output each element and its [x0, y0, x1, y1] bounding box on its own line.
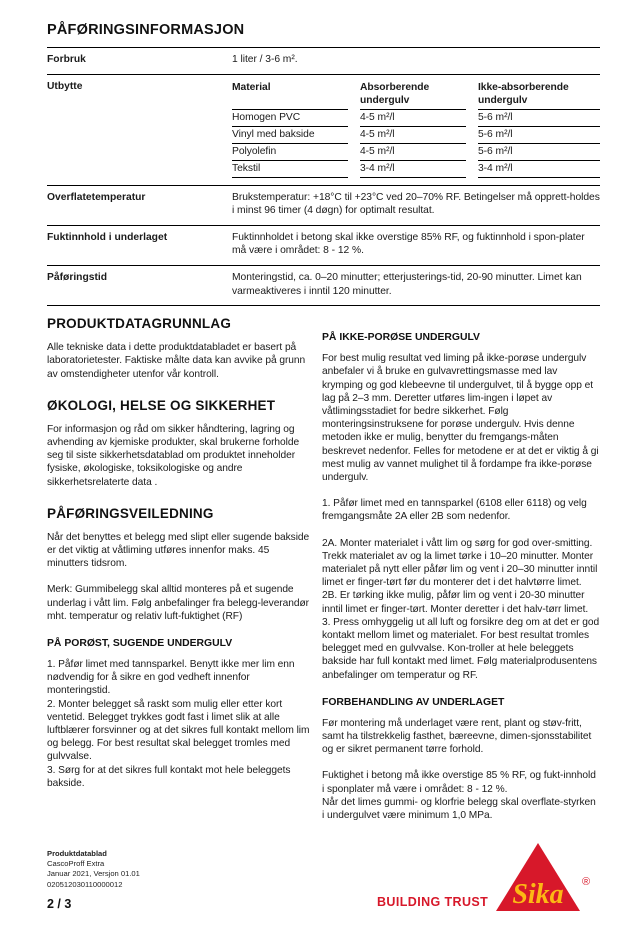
yield-header-material: Material — [232, 80, 348, 110]
yield-table — [232, 80, 600, 178]
yield-cell: 4-5 m²/l — [360, 127, 466, 144]
yield-cell: 3-4 m²/l — [360, 161, 466, 178]
application-info-table — [47, 47, 600, 306]
table-row-utbytte — [47, 74, 600, 185]
row-value: Fuktinnholdet i betong skal ikke overstige 85% RF, og fuktinnhold i spon-plater må være i området: 8 - 12 %. — [232, 231, 585, 257]
table-row-forbruk — [47, 47, 600, 74]
row-label: Overflatetemperatur — [47, 191, 146, 203]
building-trust-tagline: BUILDING TRUST — [377, 895, 489, 909]
list-item: 2B. Er tørking ikke mulig, påfør lim og vent i 20-30 minutter inntil limet er finger-tørt. Monter deretter i det halv-tørr limet. — [322, 590, 589, 615]
subsection-title-forbehandling: FORBEHANDLING AV UNDERLAGET — [322, 696, 505, 708]
row-value: Brukstemperatur: +18°C til +23°C ved 20–70% RF. Betingelser må opprett-holdes i minst 96 timer (4 døgn) for optimalt resultat. — [232, 191, 600, 217]
paragraph: Alle tekniske data i dette produktdatabladet er basert på laboratorietester. Faktiske målte data kan avvike på grunn av omstendigheter utenfor vår kontroll. — [47, 342, 306, 380]
paragraph: Fuktighet i betong må ikke overstige 85 % RF, og fukt-innhold i sponplater må være i området: 8 - 12 %. — [322, 770, 596, 795]
paragraph: Når det benyttes et belegg med slipt eller sugende bakside er det viktig at våtliming utføres innenfor maks. 45 minutters tidsrom. — [47, 531, 310, 570]
row-label: Utbytte — [47, 80, 83, 92]
left-column — [47, 308, 310, 822]
paragraph: Når det limes gummi- og klorfrie belegg skal overflate-styrken i undergulvet være minimum 1,0 MPa. — [322, 796, 596, 822]
yield-header-absorbent: Absorberende undergulv — [360, 80, 466, 110]
yield-cell: 5-6 m²/l — [478, 127, 600, 144]
two-column-body — [47, 308, 600, 822]
yield-cell: 3-4 m²/l — [478, 161, 600, 178]
yield-cell: Tekstil — [232, 161, 348, 178]
list-item: 1. Påfør limet med tannsparkel. Benytt ikke mer lim enn nødvendig for å sikre en god vedheft innenfor monteringstid. — [47, 659, 295, 697]
table-row-fuktinnhold — [47, 225, 600, 265]
list-item: 2A. Monter materialet i vått lim og sørg for god over-smitting. Trekk materialet av og la limet tørke i 10–20 minutter. Monter materialet på nytt eller påfør lim og vent i 20–30 minutter inntil limet er finger-tørt før du monterer det i det halvtørre limet. — [322, 537, 598, 589]
footer-version: Januar 2021, Versjon 01.01 — [47, 869, 140, 879]
section-title-okologi: ØKOLOGI, HELSE OG SIKKERHET — [47, 397, 276, 413]
yield-header-non-absorbent: Ikke-absorberende undergulv — [478, 80, 600, 110]
footer-doc-number: 020512030110000012 — [47, 879, 123, 889]
yield-cell: 4-5 m²/l — [360, 110, 466, 127]
paragraph: Merk: Gummibelegg skal alltid monteres på et sugende underlag i vått lim. Følg anbefalinger fra belegg-leverandør mht. temperatur og relativ luft-fuktighet (RF) — [47, 584, 310, 622]
right-column — [322, 308, 600, 822]
yield-cell: 5-6 m²/l — [478, 110, 600, 127]
subsection-title-ikke-porose: PÅ IKKE-PORØSE UNDERGULV — [322, 332, 480, 344]
paragraph: For best mulig resultat ved liming på ikke-porøse undergulv anbefaler vi å bruke en gulvavrettingsmasse med lav krymping og god klebeevne til undergulvet, til å bygge opp et lag på 2–3 mm. Deretter utføres lim-ingen i løpet av våtlimingsstadiet for bedre sikkerhet. Følg monteringsinstruksene for porøse undergulv. Hvis denne metoden ikke er mulig, benytter du fremgangs-måten beskrevet nedenfor. Felles for metodene er at det er viktig å gi mest mulig av vannet mulighet til å fordampe fra ikke-porøse undergulv. — [322, 353, 599, 483]
paragraph: 1. Påfør limet med en tannsparkel (6108 eller 6118) og velg fremgangsmåte 2A eller 2B som nedenfor. — [322, 498, 587, 523]
footer-product-name: CascoProff Extra — [47, 859, 105, 869]
yield-cell: Vinyl med bakside — [232, 127, 348, 144]
sika-logo-text: Sika — [512, 879, 564, 910]
yield-cell: Polyolefin — [232, 144, 348, 161]
page-title: PÅFØRINGSINFORMASJON — [47, 22, 245, 38]
yield-cell: 5-6 m²/l — [478, 144, 600, 161]
row-value: 1 liter / 3-6 m². — [232, 54, 298, 65]
list-item: 2. Monter belegget så raskt som mulig eller etter kort ventetid. Belegget trykkes godt fast i limet slik at alle luftblærer forsvinner og at det sikres full kontakt mellom lim og belegg. For best resultat skal belegget tromles med gulvvalse. — [47, 698, 310, 763]
subsection-title-porost: PÅ PORØST, SUGENDE UNDERGULV — [47, 638, 233, 649]
section-title-produktdatagrunnlag: PRODUKTDATAGRUNNLAG — [47, 316, 232, 332]
registered-trademark-icon: ® — [582, 876, 591, 888]
row-label: Fuktinnhold i underlaget — [47, 231, 168, 243]
section-title-pafoeringsveiledning: PÅFØRINGSVEILEDNING — [47, 505, 214, 521]
footer-document-meta — [47, 849, 140, 890]
paragraph: For informasjon og råd om sikker håndtering, lagring og avhending av kjemiske produkter, skal brukerne forholde seg til siste sikkerhetsdatablad om produktet inneholder fysiske, økologiske, toksikologiske og andre sikkerhetsrelaterte data . — [47, 423, 300, 488]
row-label: Forbruk — [47, 54, 86, 65]
yield-cell: Homogen PVC — [232, 110, 348, 127]
row-label: Påføringstid — [47, 271, 108, 283]
row-value: Monteringstid, ca. 0–20 minutter; etterjusterings-tid, 20-90 minutter. Limet kan varmeaktiveres i inntil 120 minutter. — [232, 271, 582, 297]
footer-doc-type: Produktdatablad — [47, 849, 107, 858]
sika-logo — [490, 841, 600, 915]
list-item: 3. Sørg for at det sikres full kontakt mot hele beleggets bakside. — [47, 764, 291, 789]
list-item: 3. Press omhyggelig ut all luft og forsikre deg om at det er god kontakt mellom limet og materialet. For best resultat tromles belegget med en gulvvalse. Kon-troller at hele beleggets bakside har full kontakt med limet. Følg materialprodusentens anbefalinger om temperatur og RF. — [322, 616, 600, 681]
table-row-pafoeringstid — [47, 265, 600, 305]
table-row-overflatetemperatur — [47, 185, 600, 225]
page-number: 2 / 3 — [47, 897, 72, 911]
paragraph: Før montering må underlaget være rent, plant og støv-fritt, samt ha tilstrekkelig fasthet, bæreevne, dimen-sjonsstabilitet og er sikret permanent tørre forhold. — [322, 717, 592, 756]
row-value — [232, 80, 600, 178]
yield-cell: 4-5 m²/l — [360, 144, 466, 161]
